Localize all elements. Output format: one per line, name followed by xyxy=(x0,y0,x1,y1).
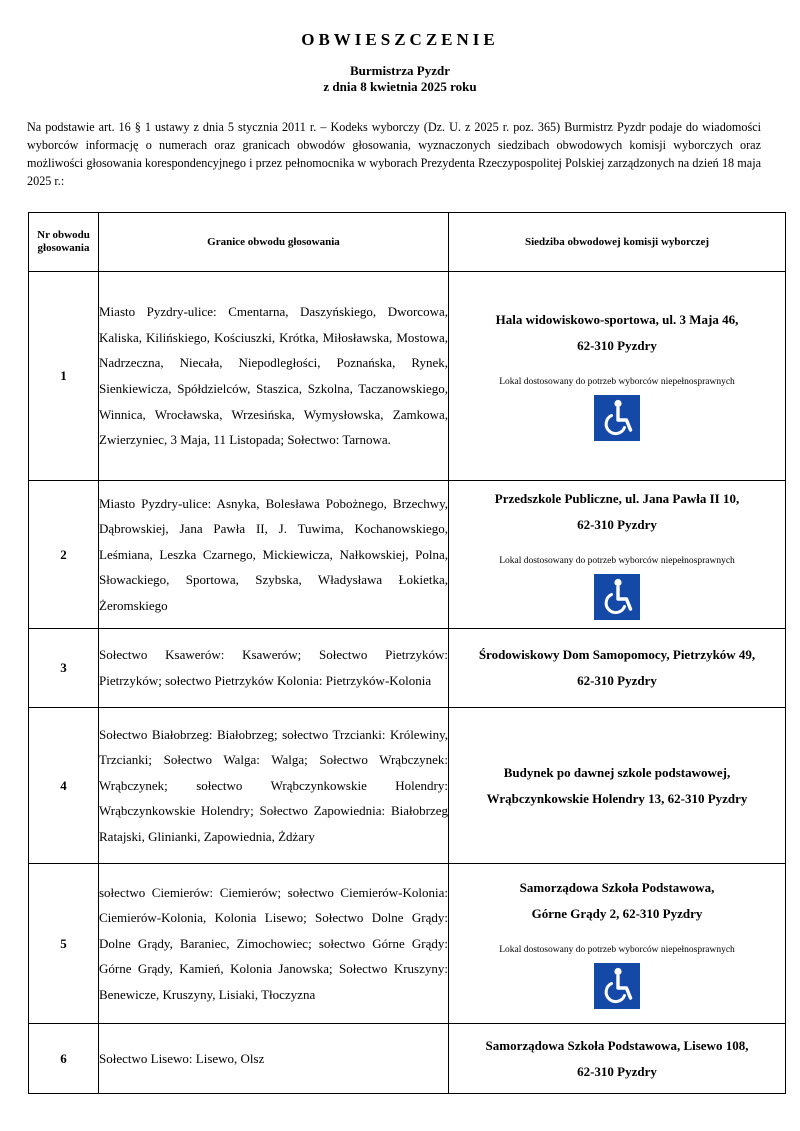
table-row xyxy=(29,629,786,708)
seat-address: 62-310 Pyzdry xyxy=(577,338,657,353)
table-row xyxy=(29,708,786,864)
accessibility-note: Lokal dostosowany do potrzeb wyborców niepełnosprawnych xyxy=(499,377,735,387)
table-row xyxy=(29,1024,786,1094)
table-row xyxy=(29,272,786,481)
seat-address: Wrąbczynkowskie Holendry 13, 62-310 Pyzdry xyxy=(486,790,748,806)
seat-address: Górne Grądy 2, 62-310 Pyzdry xyxy=(531,905,703,921)
district-boundaries: sołectwo Ciemierów: Ciemierów; sołectwo Ciemierów-Kolonia: Ciemierów-Kolonia, Kolonia Lisewo; Sołectwo Dolne Grądy: Dolne Grądy, Baraniec, Zimochowiec; sołectwo Górne Grądy: Górne Grądy, Kamień, Kolonia Janowska; Sołectwo Kruszyny: Benewicze, Kruszyny, Lisiaki, Tłoczyzna xyxy=(99,864,449,1024)
seat-name: Przedszkole Publiczne, ul. Jana Pawła II 10, xyxy=(494,490,740,506)
district-number: 1 xyxy=(29,272,99,481)
seat-name: Środowiskowy Dom Samopomocy, Pietrzyków 49, xyxy=(478,647,756,662)
district-boundaries: Sołectwo Ksawerów: Ksawerów; Sołectwo Pietrzyków: Pietrzyków; sołectwo Pietrzyków Kolonia: Pietrzyków-Kolonia xyxy=(99,629,449,708)
seat-address: 62-310 Pyzdry xyxy=(577,516,657,532)
header-nr: Nr obwodu głosowania xyxy=(29,213,99,272)
commission-seat xyxy=(449,708,786,864)
seat-name: Samorządowa Szkoła Podstawowa, Lisewo 108, xyxy=(485,1037,749,1053)
intro-paragraph: Na podstawie art. 16 § 1 ustawy z dnia 5 stycznia 2011 r. – Kodeks wyborczy (Dz. U. z 2025 r. poz. 365) Burmistrz Pyzdr podaje do wiadomości wyborców informację o numerach oraz granicach obwodów głosowania, wyznaczonych siedzibach obwodowych komisji wyborczych oraz możliwości głosowania korespondencyjnego i przez pełnomocnika w wyborach Prezydenta Rzeczypospolitej Polskiej zarządzonych na dzień 18 maja 2025 r.: xyxy=(27,120,761,188)
seat-name: Hala widowiskowo-sportowa, ul. 3 Maja 46, xyxy=(495,312,739,327)
table-row xyxy=(29,864,786,1024)
seat-name: Samorządowa Szkoła Podstawowa, xyxy=(519,879,715,895)
accessibility-note: Lokal dostosowany do potrzeb wyborców niepełnosprawnych xyxy=(499,944,735,955)
district-number: 5 xyxy=(29,864,99,1024)
district-number: 6 xyxy=(29,1024,99,1094)
header-siedziba: Siedziba obwodowej komisji wyborczej xyxy=(449,213,786,272)
seat-address: 62-310 Pyzdry xyxy=(577,673,657,688)
district-boundaries: Miasto Pyzdry-ulice: Cmentarna, Daszyńskiego, Dworcowa, Kaliska, Kilińskiego, Kościuszki, Krótka, Miłosławska, Mostowa, Nadrzeczna, Niecała, Niepodległości, Poznańska, Rynek, Sienkiewicza, Spółdzielców, Staszica, Szkolna, Taczanowskiego, Winnica, Wrocławska, Wrzesińska, Wymysłowska, Zamkowa, Zwierzyniec, 3 Maja, 11 Listopada; Sołectwo: Tarnowa. xyxy=(99,272,449,481)
district-boundaries: Miasto Pyzdry-ulice: Asnyka, Bolesława Pobożnego, Brzechwy, Dąbrowskiej, Jana Pawła II, J. Tuwima, Kochanowskiego, Leśmiana, Leszka Czarnego, Mickiewicza, Nałkowskiej, Polna, Słowackiego, Sportowa, Szybska, Władysława Łokietka, Żeromskiego xyxy=(99,481,449,629)
seat-address: 62-310 Pyzdry xyxy=(577,1063,657,1079)
table-row xyxy=(29,481,786,629)
commission-seat xyxy=(449,864,786,1024)
issuer-line: Burmistrza Pyzdr xyxy=(349,63,450,78)
wheelchair-icon xyxy=(594,395,640,441)
district-boundaries: Sołectwo Lisewo: Lisewo, Olsz xyxy=(99,1024,449,1094)
district-number: 2 xyxy=(29,481,99,629)
seat-name: Budynek po dawnej szkole podstawowej, xyxy=(503,764,731,780)
commission-seat xyxy=(449,629,786,708)
commission-seat xyxy=(449,1024,786,1094)
date-line: z dnia 8 kwietnia 2025 roku xyxy=(323,79,477,94)
table-header-row xyxy=(29,213,786,272)
district-number: 4 xyxy=(29,708,99,864)
commission-seat xyxy=(449,272,786,481)
electoral-districts-table xyxy=(28,212,786,1094)
district-number: 3 xyxy=(29,629,99,708)
document-title: OBWIESZCZENIE xyxy=(301,30,499,49)
accessibility-note: Lokal dostosowany do potrzeb wyborców niepełnosprawnych xyxy=(499,555,735,566)
district-boundaries: Sołectwo Białobrzeg: Białobrzeg; sołectwo Trzcianki: Królewiny, Trzcianki; Sołectwo Walga: Walga; Sołectwo Wrąbczynek: Wrąbczynek; sołectwo Wrąbczynkowskie Holendry: Wrąbczynkowskie Holendry; Sołectwo Zapowiednia: Białobrzeg Ratajski, Glinianki, Zapowiednia, Żdżary xyxy=(99,708,449,864)
commission-seat xyxy=(449,481,786,629)
wheelchair-icon xyxy=(594,963,640,1009)
wheelchair-icon xyxy=(594,574,640,620)
header-granice: Granice obwodu głosowania xyxy=(99,213,449,272)
